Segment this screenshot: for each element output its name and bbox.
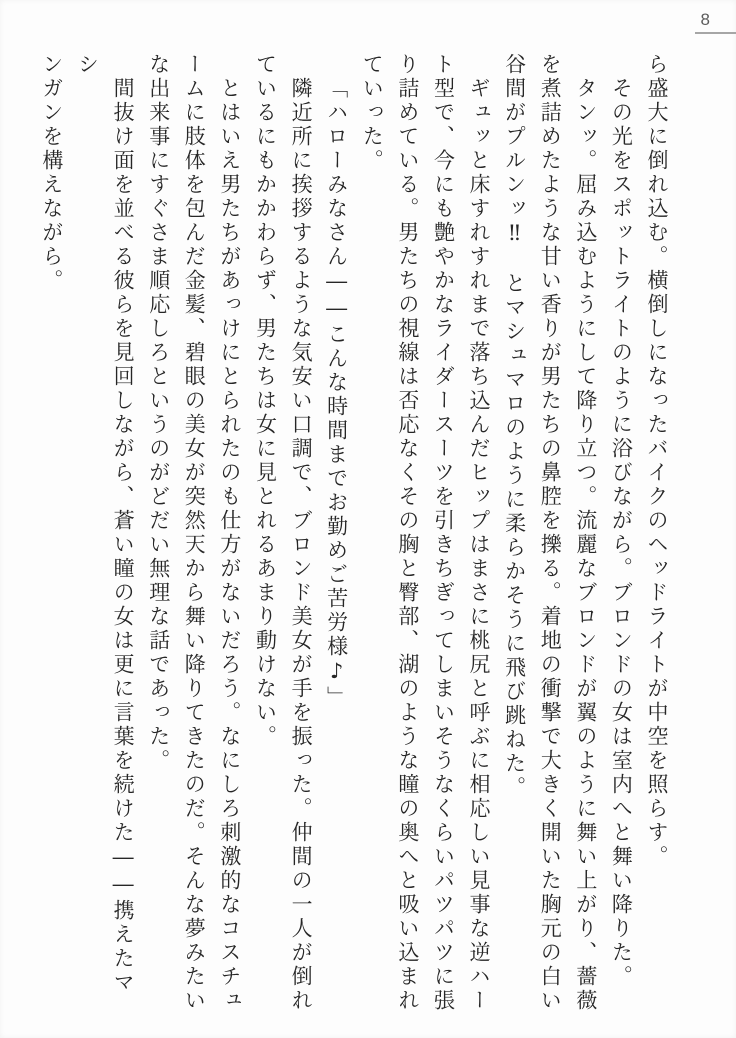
text-line: ギュッと床すれすれまで落ち込んだヒップはまさに桃尻と呼ぶに相応しい見事な逆ハー xyxy=(467,77,492,1013)
text-line: ているにもかかわらず、男たちは女に見とれるあまり動けない。 xyxy=(253,53,278,749)
text-line: ら盛大に倒れ込む。横倒しになったバイクのヘッドライトが中空を照らす。 xyxy=(645,53,669,869)
text-line: タンッ。屈み込むようにして降り立つ。流麗なブロンドが翼のように舞い上がり、薔薇 xyxy=(573,77,598,1013)
text-line: ていった。 xyxy=(360,53,385,173)
text-line: を煮詰めたような甘い香りが男たちの鼻腔を擽る。着地の衝撃で大きく開いた胸元の白い xyxy=(538,53,563,1013)
page-number-rule xyxy=(695,32,736,34)
text-body xyxy=(33,53,674,1015)
text-line: とはいえ男たちがあっけにとられたのも仕方がないだろう。なにしろ刺激的なコスチュ xyxy=(217,77,242,1013)
text-line: その光をスポットライトのように浴びながら。ブロンドの女は室内へと舞い降りた。 xyxy=(609,77,634,989)
text-line: ームに肢体を包んだ金髪、碧眼の美女が突然天から舞い降りてきたのだ。そんな夢みたい xyxy=(182,53,207,1013)
text-line: ト型で、今にも艶やかなライダースーツを引きちぎってしまいそうなくらいパツパツに張 xyxy=(431,53,456,1013)
page-number: 8 xyxy=(700,10,710,29)
text-line: ンガンを構えながら。 xyxy=(39,53,64,293)
text-line: り詰めている。男たちの視線は否応なくその胸と臀部、湖のような瞳の奥へと吸い込まれ xyxy=(395,53,420,1013)
text-line: 隣近所に挨拶するような気安い口調で、ブロンド美女が手を振った。仲間の一人が倒れ xyxy=(289,77,314,1013)
text-line: 谷間がプルンッ‼ とマシュマロのように柔らかそうに飛び跳ねた。 xyxy=(502,53,527,800)
text-line: な出来事にすぐさま順応しろというのがどだい無理な話であった。 xyxy=(146,53,171,773)
text-line: 間抜け面を並べる彼らを見回しながら、蒼い瞳の女は更に言葉を続けた――携えたマシ xyxy=(75,53,136,995)
text-line: 「ハローみなさん――こんな時間までお勤めご苦労様♪」 xyxy=(324,77,349,710)
